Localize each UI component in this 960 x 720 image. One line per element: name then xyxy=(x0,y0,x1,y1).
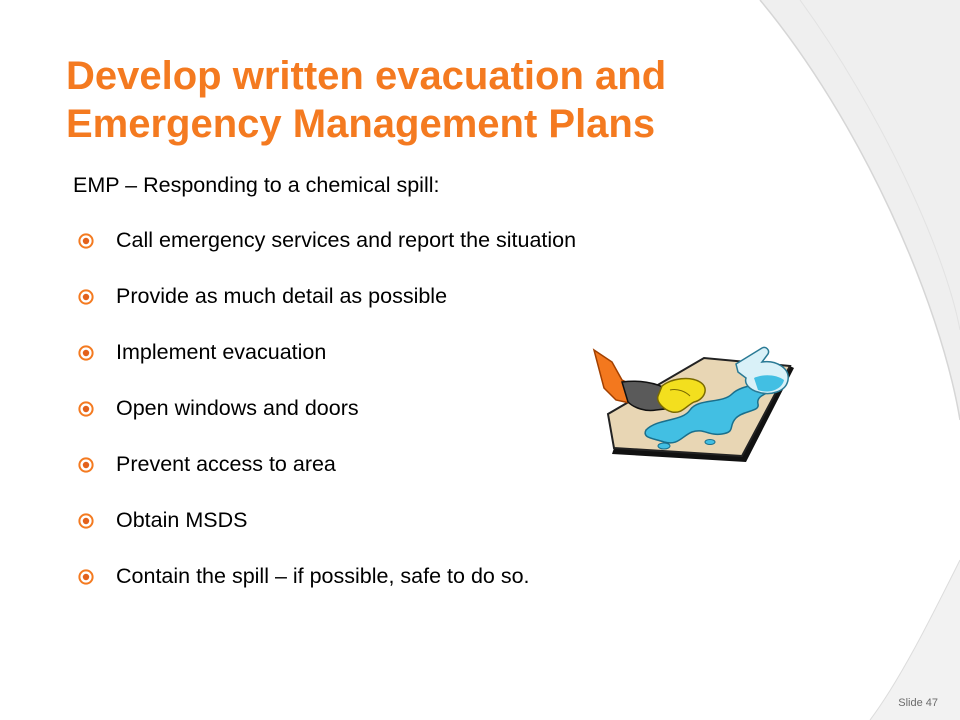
bullet-item xyxy=(72,394,576,450)
bullet-item xyxy=(72,506,576,562)
subtitle: EMP – Responding to a chemical spill: xyxy=(73,173,440,197)
bullet-text: Prevent access to area xyxy=(116,452,336,476)
slide-title xyxy=(66,52,826,148)
bullet-text: Open windows and doors xyxy=(116,396,359,420)
bullet-text: Call emergency services and report the situation xyxy=(116,228,577,252)
title-line-1: Develop written evacuation and xyxy=(66,54,667,98)
bullet-item xyxy=(72,282,576,338)
bullet-item xyxy=(72,226,576,282)
bullet-list xyxy=(72,226,576,618)
target-bullet-icon xyxy=(72,507,100,535)
target-bullet-icon xyxy=(72,227,100,255)
target-bullet-icon xyxy=(72,563,100,591)
bullet-text: Implement evacuation xyxy=(116,340,327,364)
bullet-text: Contain the spill – if possible, safe to do so. xyxy=(116,564,530,588)
title-line-2: Emergency Management Plans xyxy=(66,102,656,146)
target-bullet-icon xyxy=(72,451,100,479)
target-bullet-icon xyxy=(72,395,100,423)
bullet-item xyxy=(72,338,576,394)
bullet-item xyxy=(72,450,576,506)
chemical-spill-cleanup-illustration xyxy=(586,338,804,464)
bullet-text: Obtain MSDS xyxy=(116,508,248,532)
target-bullet-icon xyxy=(72,339,100,367)
bullet-text: Provide as much detail as possible xyxy=(116,284,448,308)
target-bullet-icon xyxy=(72,283,100,311)
bullet-item xyxy=(72,562,576,618)
slide-number: Slide 47 xyxy=(898,697,938,709)
